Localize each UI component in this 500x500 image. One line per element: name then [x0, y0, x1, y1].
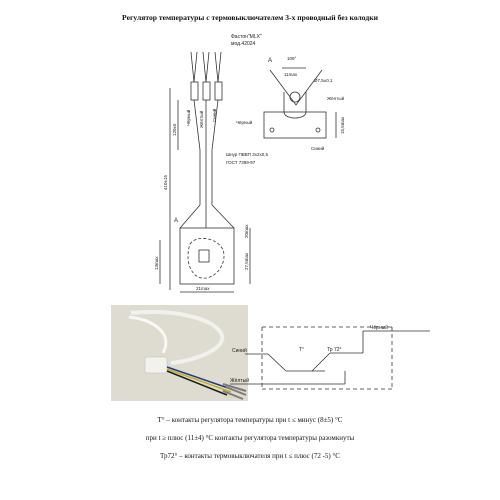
angle-label: 109°	[287, 56, 297, 61]
dim-410: 410±15	[163, 175, 168, 190]
faston-connectors	[191, 52, 222, 100]
dim-120: 120±5	[172, 123, 177, 136]
caption-line-3: Тр72° – контакты термовыключателя при t ≤ плюс (72 -5) °С	[160, 452, 340, 460]
side-label-blue: Синий	[311, 146, 325, 151]
document-title: Регулятор температуры с термовыключателем 3-х проводный без колодки	[122, 13, 378, 22]
wire-label-yellow: Жёлтый	[199, 110, 204, 128]
dim-27: 27,5max	[244, 252, 249, 270]
schematic-label-yellow: Жёлтый	[230, 378, 249, 384]
dim-7: Ø7,5±0,1	[314, 78, 333, 83]
dim-20: 20max	[244, 224, 249, 238]
wire-label-blue: Синий	[212, 108, 217, 122]
dim-15: 15,5max	[340, 116, 345, 134]
schematic-label-blue: Синий	[232, 348, 247, 354]
side-label-yellow: Жёлтый	[327, 96, 345, 101]
caption-line-2: при t ≥ плюс (11±4) °С контакты регулятора температуры разомкнуты	[145, 434, 355, 442]
wire-label-black: Чёрный	[186, 109, 191, 126]
dim-21: 21max	[196, 286, 210, 291]
schematic-label-tp: Тр 72°	[327, 347, 342, 353]
wire-spec-1: Шнур ПВВП 3х2х0,5	[226, 152, 269, 157]
schematic-label-t: T°	[299, 347, 305, 353]
section-mark-a: A	[174, 218, 179, 224]
dim-11: 11max	[284, 72, 298, 77]
side-label-black: Чёрный	[236, 120, 253, 125]
caption-line-1: T° – контакты регулятора температуры при t ≤ минус (8±5) °С	[157, 416, 343, 424]
wire-spec-2: ГОСТ 7399-97	[226, 160, 256, 165]
wiring-schematic	[0, 315, 500, 395]
schematic-label-black: Чёрный	[370, 325, 389, 331]
view-mark-a: A	[268, 58, 273, 64]
faston-label: Фастон"MLX"	[231, 34, 262, 40]
dim-13: 13max	[154, 256, 159, 270]
faston-code: мод.42024	[231, 41, 256, 47]
sensor-body	[160, 88, 250, 292]
